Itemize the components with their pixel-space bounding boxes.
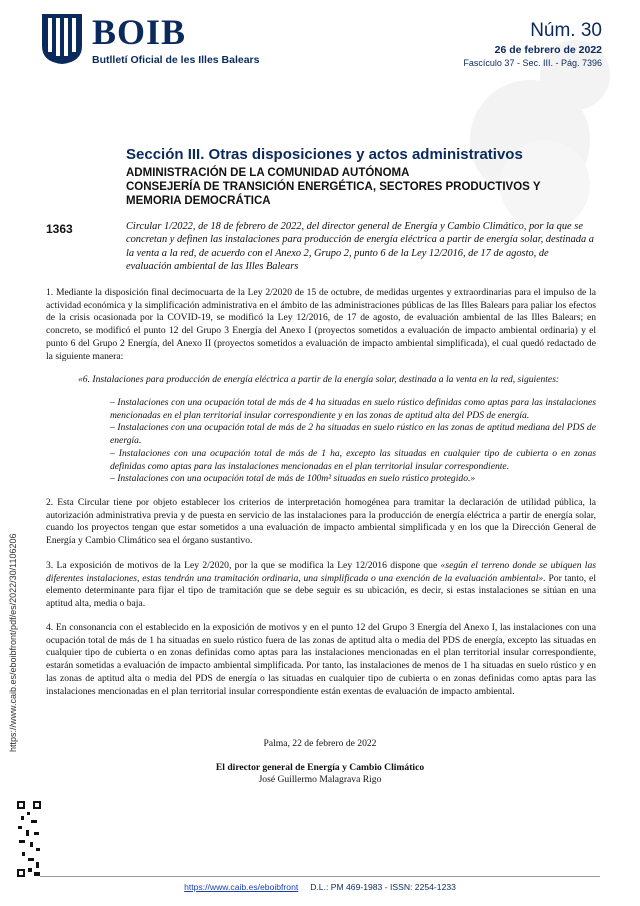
signature-place-date: Palma, 22 de febrero de 2022 [263,738,377,749]
section-title: Sección III. Otras disposiciones y actos administrativos [126,146,523,163]
quote-item: – Instalaciones con una ocupación total de más de 4 ha situadas en suelo rústico definidas como aptas para las instalaciones mencionadas en el plan territorial insular correspondiente y en las zonas de aptitud alta del PDS de energía. [110,397,596,421]
quote-list [110,397,596,486]
department-name: CONSEJERÍA DE TRANSICIÓN ENERGÉTICA, SECTORES PRODUCTIVOS Y MEMORIA DEMOCRÁTICA [126,181,541,207]
entry-number: 1363 [46,222,73,236]
fascicle-info: Fascículo 37 - Sec. III. - Pág. 7396 [463,58,602,68]
issue-number: Núm. 30 [530,20,602,41]
footer-legal: D.L.: PM 469-1983 - ISSN: 2254-1233 [310,882,456,892]
entry-summary: Circular 1/2022, de 18 de febrero de 2022, del director general de Energía y Cambio Climático, por la que se concretan y definen las instalaciones para producción de energía eléctrica a partir de energía solar, destinada a la venta a la red, de acuerdo con el Anexo 2, Grupo 2, punto 6 de la Ley 12/2016, de 17 de agosto, de evaluación ambiental de las Illes Balears [126,221,594,273]
quote-item: – Instalaciones con una ocupación total de más de 100m² situadas en suelo rústico protegido.» [110,473,476,485]
paragraph-3-end: Por tanto, el elemento determinante para fijar el tipo de tramitación que se debe seguir es su ubicación, es decir, si estas instalaciones se sitúan en una aptitud alta, media o baja. [46,572,596,610]
quote-item: – Instalaciones con una ocupación total de más de 2 ha situadas en suelo rústico en las zonas de aptitud mediana del PDS de energía. [110,422,596,447]
side-document-url: https://www.caib.es/eboibfront/pdf/es/2022/30/1106206 [8,533,18,752]
paragraph-3 [46,560,596,611]
paragraph-1: 1. Mediante la disposición final decimocuarta de la Ley 2/2020 de 15 de octubre, de medidas urgentes y extraordinarias para el impulso de la actividad económica y la simplificación administrativa en el ámbito de las administraciones públicas de las Illes Balears para paliar los efectos de la crisis ocasionada por la COVID-19, se modificó la Ley 12/2016, de 17 de agosto, de evaluación ambiental de las Illes Balears; en concreto, se modificó el punto 12 del Grupo 3 Energía del Anexo I (proyectos sometidos a evaluación de impacto ambiental ordinaria) y el punto 6 del Grupo 2 Energía, del Anexo II (proyectos sometidos a evaluación de impacto ambiental simplificada), el cual quedó redactado de la siguiente manera: [46,287,596,362]
signature-name: José Guillermo Malagrava Rigo [258,774,382,785]
quote-item: – Instalaciones con una ocupación total de más de 1 ha, excepto las situadas en cualquier tipo de cubierta o en zonas definidas como aptas para las instalaciones mencionadas en el plan territorial insular correspondiente. [110,447,596,472]
paragraph-2: 2. Esta Circular tiene por objeto establecer los criterios de interpretación homogénea para tramitar la declaración de utilidad pública, la autorización administrativa previa y de puesta en servicio de las instalaciones para la producción de energía eléctrica a partir de energía solar, cuando los proyectos tengan que estar sometidos a una evaluación de impacto ambiental simplificada y en los que la Dirección General de Energía y Cambio Climático sea el órgano sustantivo. [46,497,596,547]
footer-divider [40,876,600,877]
paragraph-3-start: 3. La exposición de motivos de la Ley 2/2020, por la que se modifica la Ley 12/2016 dispone que [46,560,441,571]
signature-role: El director general de Energía y Cambio Climático [215,762,425,773]
footer-link[interactable]: https://www.caib.es/eboibfront [184,882,299,892]
footer-legal-spacer [301,882,308,892]
footer [0,882,640,892]
paragraph-4: 4. En consonancia con el establecido en la exposición de motivos y en el punto 12 del Grupo 3 Energía del Anexo I, las instalaciones con una ocupación total de más de 1 ha situadas en suelo rústico fuera de las zonas de aptitud alta o media del PDS de energía, excepto las situadas en cualquier tipo de cubierta o en zonas definidas como aptas para las instalaciones mencionadas en el plan territorial insular correspondiente, estarán sometidas a evaluación de impacto ambiental simplificada. Por tanto, las instalaciones de menos de 1 ha situadas en suelo rústico y en las zonas de aptitud alta o media del PDS de energía o las situadas en cualquier tipo de cubierta o en zonas definidas como aptas para las instalaciones mencionadas en el plan territorial insular correspondiente están exentas de evaluación de impacto ambiental. [46,622,596,697]
administration-name: ADMINISTRACIÓN DE LA COMUNIDAD AUTÓNOMA [126,167,410,179]
boib-logo-text: BOIB [92,12,187,52]
issue-date: 26 de febrero de 2022 [494,44,602,56]
quote-intro: «6. Instalaciones para producción de energía eléctrica a partir de la energía solar, destinada a la venta en la red, siguientes: [78,374,560,385]
coat-of-arms-logo [40,12,84,66]
boib-logo-subtitle: Butlletí Oficial de les Illes Balears [92,54,260,66]
paragraph-3-quote: «según el terreno donde se ubiquen las diferentes instalaciones, estas tendrán una tramitación ordinaria, una simplificada o una exención de la evaluación ambiental». [46,560,597,584]
qr-code-icon [16,800,42,878]
administration-heading [126,166,586,208]
